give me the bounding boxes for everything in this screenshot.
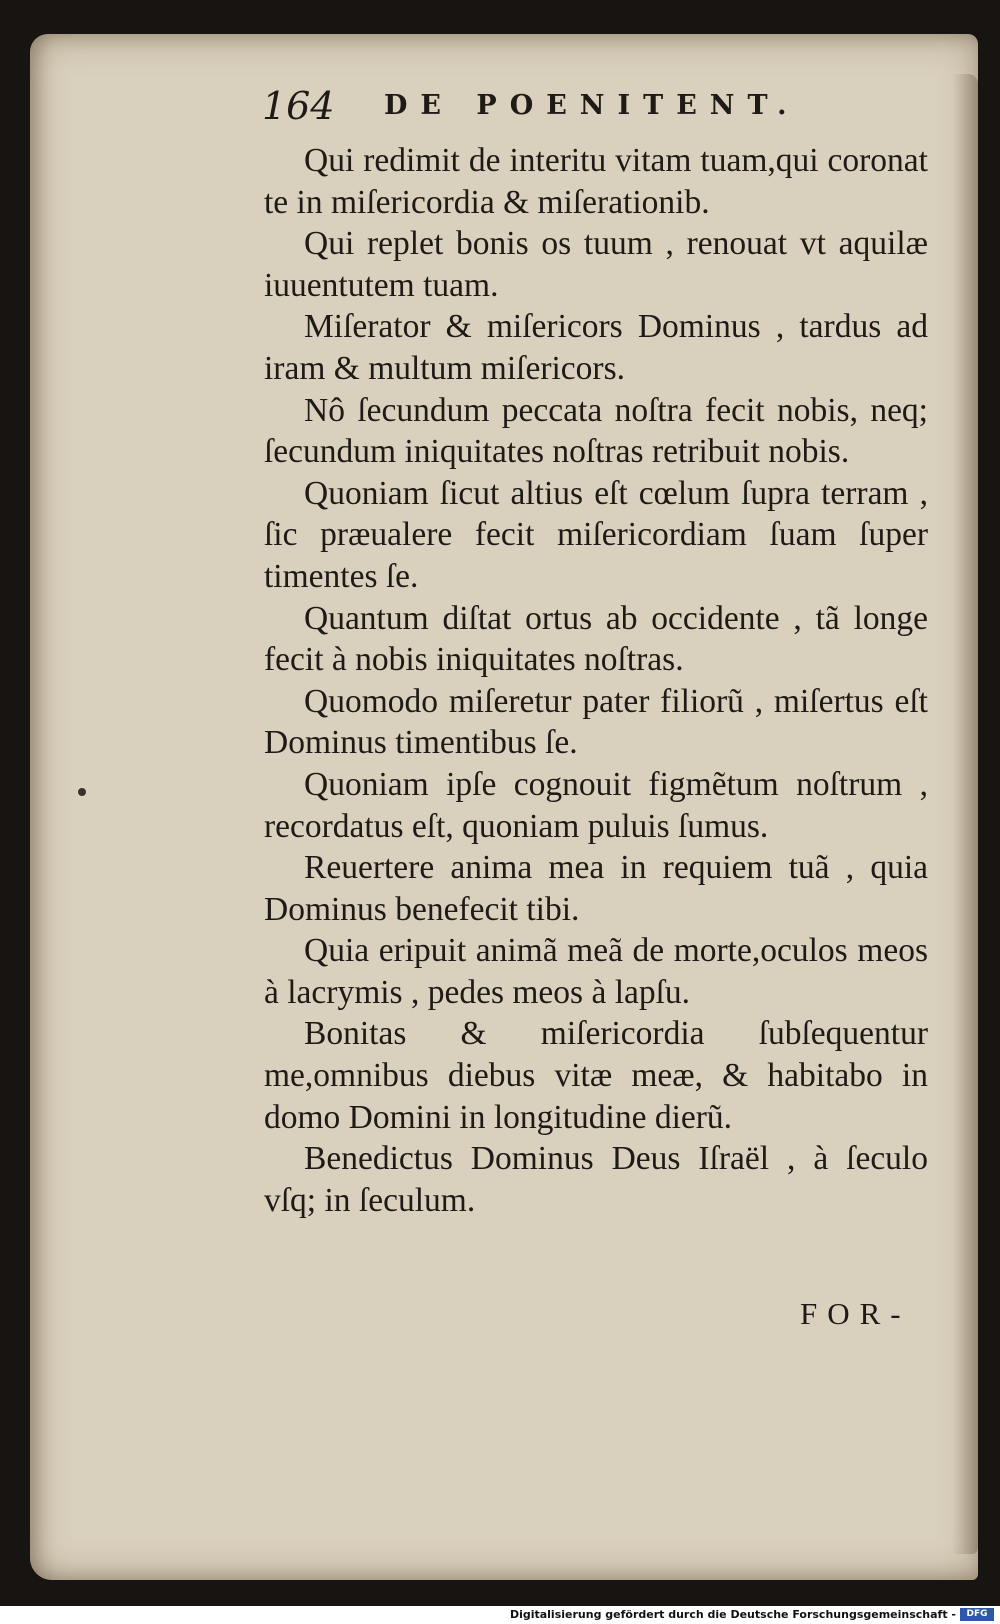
ink-spot <box>78 788 86 796</box>
verse: Reuertere anima mea in requiem tuã , quia Dominus benefecit tibi. <box>264 849 928 928</box>
verse: Bonitas & miſericordia ſubſequentur me,omnibus diebus vitæ meæ, & habitabo in domo Domini in longitudine dierũ. <box>264 1015 928 1136</box>
verse: Qui redimit de interitu vitam tuam,qui coronat te in miſericordia & miſerationib. <box>264 142 928 221</box>
page-number: 164 <box>262 84 335 128</box>
verse: Quomodo miſeretur pater filiorũ , miſertus eſt Dominus timentibus ſe. <box>264 682 928 762</box>
body-text <box>264 140 928 1221</box>
verse: Quoniam ſicut altius eſt cœlum ſupra terram , ſic præualere fecit miſericordiam ſuam ſuper timentes ſe. <box>264 474 928 595</box>
verse: Quantum diſtat ortus ab occidente , tã longe fecit à nobis iniquitates noſtras. <box>264 599 928 679</box>
funding-credit: Digitalisierung gefördert durch die Deutsche Forschungsgemeinschaft - <box>509 1608 956 1621</box>
running-title: DE POENITENT. <box>384 90 800 121</box>
verse: Benedictus Dominus Deus Iſraël , à ſeculo vſq; in ſeculum. <box>264 1140 928 1219</box>
verse: Quia eripuit animã meã de morte,oculos meos à lacrymis , pedes meos à lapſu. <box>264 932 928 1011</box>
page-header <box>262 84 882 134</box>
catchword: FOR- <box>800 1296 911 1331</box>
verse: Qui replet bonis os tuum , renouat vt aquilæ iuuentutem tuam. <box>264 225 928 304</box>
dfg-logo: DFG <box>960 1608 994 1621</box>
verse: Quoniam ipſe cognouit figmẽtum noſtrum , recordatus eſt, quoniam puluis ſumus. <box>264 765 928 845</box>
verse: Nô ſecundum peccata noſtra fecit nobis, neq; ſecundum iniquitates noſtras retribuit nobis. <box>264 391 928 471</box>
verse: Miſerator & miſericors Dominus , tardus ad iram & multum miſericors. <box>264 308 928 387</box>
page-edge-shadow <box>952 74 978 1554</box>
digitization-footer <box>0 1606 1000 1624</box>
